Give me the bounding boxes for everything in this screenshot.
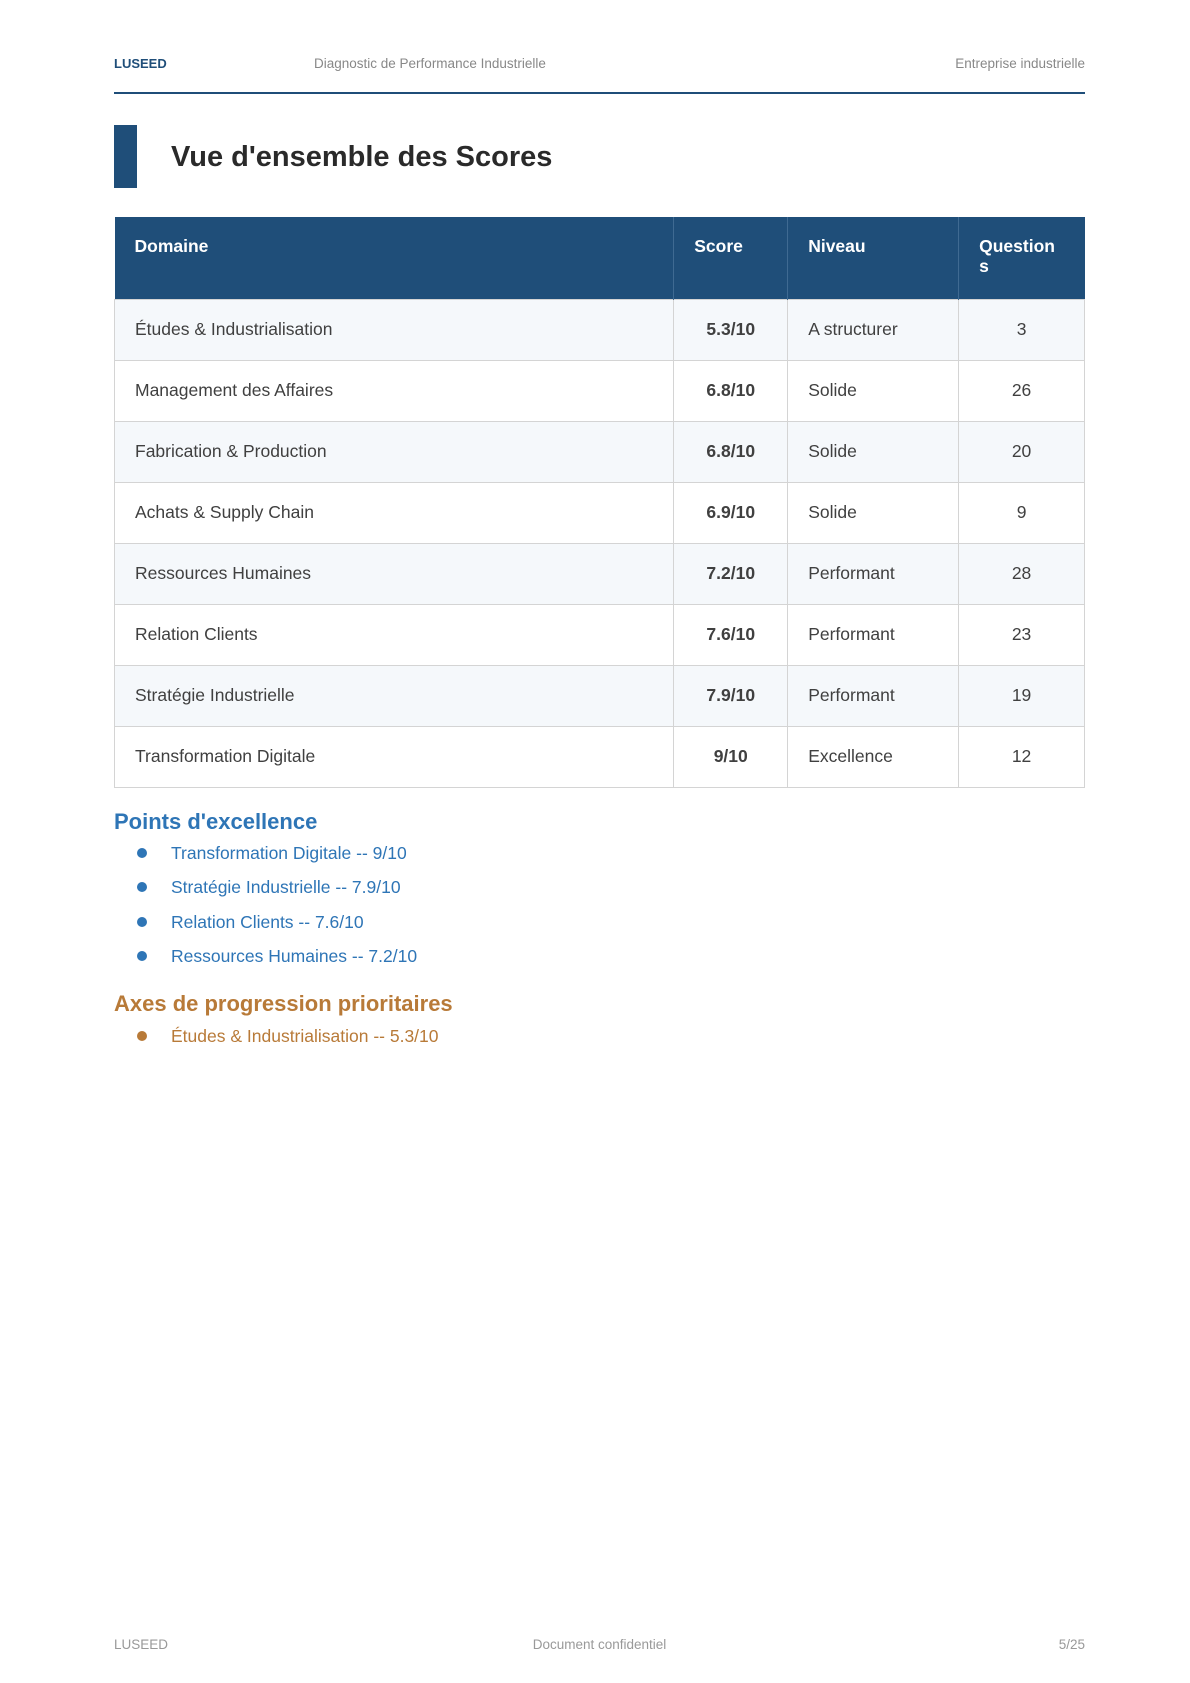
domaine-cell: Études & Industrialisation	[115, 299, 674, 360]
list-item-text: Études & Industrialisation -- 5.3/10	[171, 1026, 439, 1046]
brand-name: LUSEED	[114, 56, 167, 71]
score-cell: 9/10	[674, 726, 788, 787]
list-item-text: Relation Clients -- 7.6/10	[171, 911, 364, 932]
column-header-score: Score	[674, 217, 788, 299]
table-row	[115, 604, 1085, 665]
niveau-cell: Performant	[788, 665, 959, 726]
niveau-cell: Solide	[788, 360, 959, 421]
score-cell: 6.9/10	[674, 482, 788, 543]
list-item-text: Transformation Digitale -- 9/10	[171, 843, 407, 863]
questions-cell: 23	[959, 604, 1085, 665]
score-cell: 7.6/10	[674, 604, 788, 665]
progression-section-title: Axes de progression prioritaires	[114, 991, 453, 1016]
niveau-cell: Performant	[788, 604, 959, 665]
title-accent-bar	[114, 125, 137, 188]
domaine-cell: Transformation Digitale	[115, 726, 674, 787]
bullet-icon	[137, 951, 147, 961]
table-header-row	[115, 217, 1085, 299]
column-header-niveau: Niveau	[788, 217, 959, 299]
niveau-cell: A structurer	[788, 299, 959, 360]
score-cell: 5.3/10	[674, 299, 788, 360]
list-item	[114, 912, 417, 946]
questions-cell: 9	[959, 482, 1085, 543]
questions-cell: 12	[959, 726, 1085, 787]
table-row	[115, 360, 1085, 421]
bullet-icon	[137, 882, 147, 892]
table-row	[115, 299, 1085, 360]
footer-brand: LUSEED	[114, 1637, 169, 1652]
list-item-text: Stratégie Industrielle -- 7.9/10	[171, 877, 401, 898]
column-header-domaine: Domaine	[115, 217, 674, 299]
footer-confidential: Document confidentiel	[532, 1637, 667, 1652]
table-row	[115, 665, 1085, 726]
column-header-questions: Questions	[959, 217, 1085, 299]
domaine-cell: Fabrication & Production	[115, 421, 674, 482]
niveau-cell: Performant	[788, 543, 959, 604]
questions-cell: 28	[959, 543, 1085, 604]
questions-cell: 20	[959, 421, 1085, 482]
progression-list	[114, 1026, 439, 1060]
table-row	[115, 543, 1085, 604]
scores-table	[114, 217, 1085, 788]
list-item	[114, 1026, 439, 1060]
page-number: 5/25	[1058, 1637, 1085, 1652]
questions-cell: 19	[959, 665, 1085, 726]
domaine-cell: Achats & Supply Chain	[115, 482, 674, 543]
table-row	[115, 726, 1085, 787]
list-item	[114, 877, 417, 911]
client-name: Entreprise industrielle	[955, 56, 1085, 71]
bullet-icon	[137, 1031, 147, 1041]
table-row	[115, 482, 1085, 543]
page-footer	[114, 1637, 1085, 1657]
score-cell: 7.2/10	[674, 543, 788, 604]
questions-cell: 3	[959, 299, 1085, 360]
excellence-list	[114, 843, 417, 980]
excellence-section-title: Points d'excellence	[114, 809, 318, 834]
questions-cell: 26	[959, 360, 1085, 421]
niveau-cell: Solide	[788, 482, 959, 543]
page-header	[114, 54, 1085, 94]
list-item-text: Ressources Humaines -- 7.2/10	[171, 945, 418, 966]
domaine-cell: Ressources Humaines	[115, 543, 674, 604]
bullet-icon	[137, 848, 147, 858]
niveau-cell: Solide	[788, 421, 959, 482]
niveau-cell: Excellence	[788, 726, 959, 787]
domaine-cell: Management des Affaires	[115, 360, 674, 421]
score-cell: 6.8/10	[674, 421, 788, 482]
list-item	[114, 843, 417, 877]
page-title: Vue d'ensemble des Scores	[171, 141, 553, 173]
list-item	[114, 946, 417, 980]
table-row	[115, 421, 1085, 482]
domaine-cell: Relation Clients	[115, 604, 674, 665]
score-cell: 6.8/10	[674, 360, 788, 421]
score-cell: 7.9/10	[674, 665, 788, 726]
report-subtitle: Diagnostic de Performance Industrielle	[314, 56, 546, 71]
bullet-icon	[137, 917, 147, 927]
domaine-cell: Stratégie Industrielle	[115, 665, 674, 726]
